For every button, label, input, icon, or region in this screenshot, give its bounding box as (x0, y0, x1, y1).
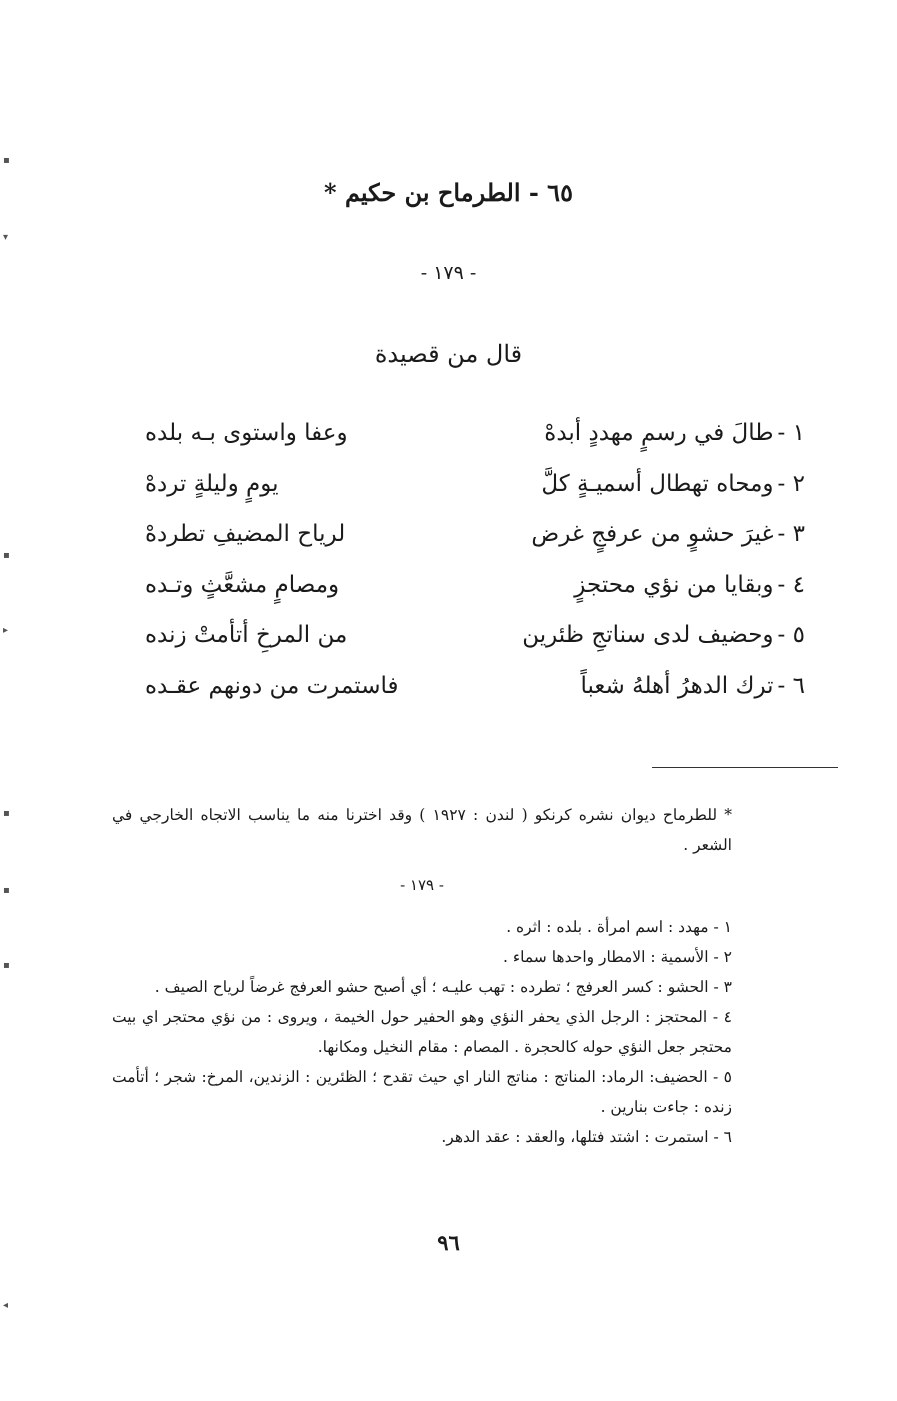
verse-second-hemistich: لرياح المضيفِ تطردهْ (145, 521, 346, 547)
footnotes (112, 800, 732, 1152)
gloss-item: ٥ - الحضيف: الرماد: المناتج : مناتج النار اي حيث تقدح ؛ الظئرين : الزندين، المرخ: شجر ؛ أتأمت زنده : جاءت بنارين . (112, 1068, 732, 1116)
verse-line (145, 572, 805, 623)
verse-number: ٢ - (777, 470, 805, 497)
verse-second-hemistich: يومٍ وليلةٍ تردهْ (145, 470, 279, 497)
scan-margin-mark: ▪ (3, 155, 10, 166)
verse-line (145, 622, 805, 673)
poem-verses (145, 420, 805, 723)
verse-number: ٦ - (777, 672, 805, 699)
gloss-item: ٣ - الحشو : كسر العرفج ؛ تطرده : تهب عليـه ؛ أي أصبح حشو العرفج غرضاً لرياح الصيف . (154, 978, 732, 996)
scan-margin-mark: ▪ (3, 550, 10, 561)
verse-second-hemistich: وعفا واستوى بـه بلده (145, 420, 348, 446)
gloss-item: ٢ - الأسمية : الامطار واحدها سماء . (502, 948, 732, 966)
verse-number: ٥ - (777, 622, 805, 648)
verse-line (145, 420, 805, 471)
gloss-item: ٤ - المحتجز : الرجل الذي يحفر النؤي وهو الحفير حول الخيمة ، ويروى : من نؤي محتجر اي بيت محتجر جعل النؤي حوله كالحجرة . المصام : مقام النخيل ومكانها. (112, 1008, 732, 1056)
scan-margin-mark: ▾ (3, 232, 9, 243)
gloss-item: ١ - مهدد : اسم امرأة . بلده : اثره . (506, 918, 732, 936)
verse-line (145, 673, 805, 724)
verse-first-hemistich: ٦ -ترك الدهرُ أهلهُ شعباً (580, 672, 805, 699)
scan-margin-mark: ◂ (3, 1300, 9, 1311)
verse-number: ٤ - (777, 571, 805, 598)
verse-first-hemistich: ٤ -وبقايا من نؤي محتجزٍ (574, 571, 805, 598)
verse-number: ٣ - (777, 521, 805, 547)
page-number: ٩٦ (437, 1230, 460, 1255)
verse-first-hemistich: ٢ -ومحاه تهطال أسميـةٍ كلَّ (541, 470, 805, 497)
verse-first-hemistich: ١ -طالَ في رسمٍ مهددٍ أبدهْ (544, 420, 805, 446)
poem-intro: قال من قصيدة (374, 340, 523, 368)
scan-margin-mark: ▪ (3, 808, 10, 819)
gloss-item: ٦ - استمرت : اشتد فتلها، والعقد : عقد الدهر. (441, 1128, 732, 1146)
scan-margin-mark: ▸ (3, 625, 9, 636)
footnote-divider (652, 767, 838, 768)
verse-second-hemistich: ومصامٍ مشعَّثٍ وتـده (145, 571, 340, 598)
scan-margin-mark: ▪ (3, 885, 10, 896)
verse-first-hemistich: ٥ -وحضيف لدى سناتجِ ظئرين (522, 622, 805, 648)
source-note: * للطرماح ديوان نشره كرنكو ( لندن : ١٩٢٧ ) وقد اخترنا منه ما يناسب الاتجاه الخارجي في الشعر . (112, 806, 732, 854)
poet-title: ٦٥ - الطرماح بن حكيم * (324, 178, 573, 207)
verse-second-hemistich: من المرخِ أتأمتْ زنده (145, 622, 348, 648)
scan-margin-mark: ▪ (3, 960, 10, 971)
verse-second-hemistich: فاستمرت من دونهم عقـده (145, 672, 399, 699)
verse-first-hemistich: ٣ -غيرَ حشوٍ من عرفجٍ غرض (531, 521, 805, 547)
footnote-poem-number: - ١٧٩ - (400, 876, 444, 894)
poem-number: - ١٧٩ - (420, 262, 477, 284)
verse-line (145, 521, 805, 572)
verse-line (145, 471, 805, 522)
verse-number: ١ - (777, 420, 805, 446)
